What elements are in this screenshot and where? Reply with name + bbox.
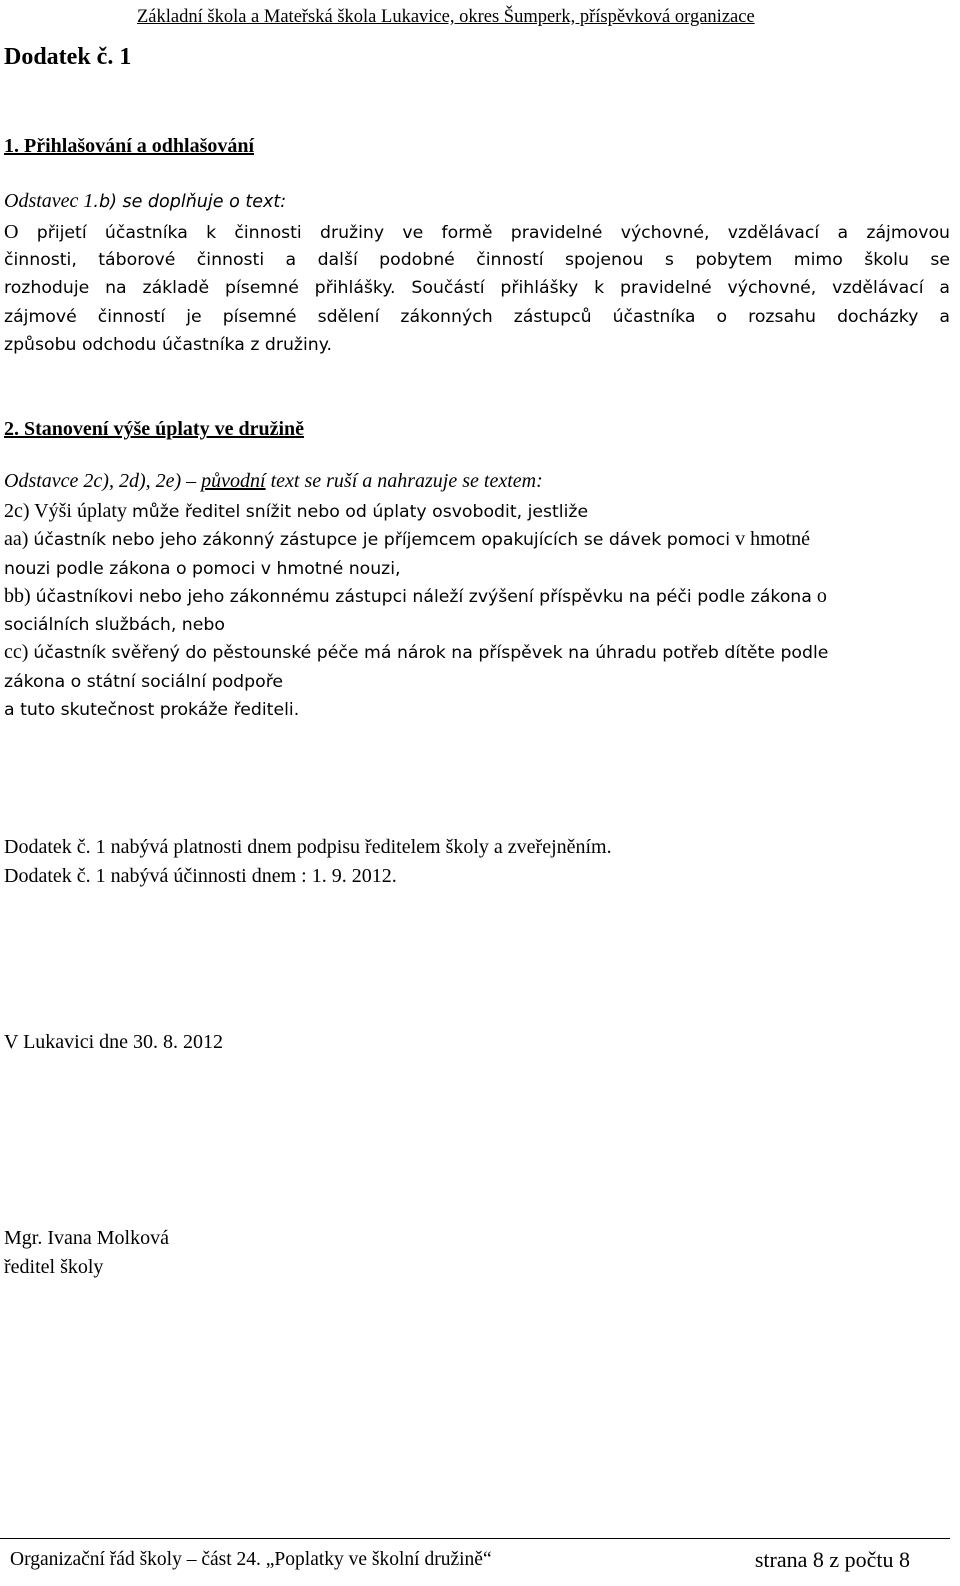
item-aa-c: v hmotné [730,528,811,550]
page-footer [0,1538,950,1582]
item-bb-line2 [4,613,225,636]
signature-role: ředitel školy [4,1256,104,1278]
item-aa-b: účastník nebo jeho zákonný zástupce je příjemcem opakujících se dávek pomoci [33,530,731,550]
section2-intro-b: původní [201,470,266,492]
header-organization: Základní škola a Mateřská škola Lukavice, okres Šumperk, příspěvková organizace [137,7,755,27]
validity-line-2: Dodatek č. 1 nabývá účinnosti dnem : 1. 9. 2012. [4,865,397,887]
footer-page-number: strana 8 z počtu 8 [754,1547,910,1572]
item-bb-a: bb) [4,585,36,607]
item-cc-line2 [4,670,283,693]
item-aa-a: aa) [4,528,34,550]
validity-line-1: Dodatek č. 1 nabývá platnosti dnem podpisu ředitelem školy a zveřejněním. [4,836,612,858]
item-bb-b: účastníkovi nebo jeho zákonnému zástupci náleží zvýšení příspěvku na péči podle zákona [35,587,812,607]
section1-line-4: zájmové činností je písemné sdělení zákonných zástupců účastníka o rozsahu docházky a [4,307,950,327]
item-bb-c: o [811,585,827,607]
section1-line-3: rozhoduje na základě písemné přihlášky. Součástí přihlášky k pravidelné výchovné, vzdělávací a [4,278,950,298]
section2-intro [4,470,543,493]
paragraph-2c-a: 2c) Výši úplaty [4,500,132,522]
section1-heading: 1. Přihlašování a odhlašování [4,135,255,157]
item-cc [4,641,828,664]
section1-line-1: O přijetí účastníka k činnosti družiny ve formě pravidelné výchovné, vzdělávací a zájmovou [4,221,950,243]
item-cc-line3-text: a tuto skutečnost prokáže řediteli. [4,700,300,720]
paragraph-2c [4,500,588,523]
item-bb-line2-text: sociálních službách, nebo [4,615,225,635]
section2-intro-c: text se ruší a nahrazuje se textem: [265,470,543,492]
place-date: V Lukavici dne 30. 8. 2012 [4,1031,224,1053]
section1-line-2: činnosti, táborové činnosti a další podobné činností spojenou s pobytem mimo školu se [4,250,950,270]
document-title: Dodatek č. 1 [4,44,132,70]
section1-intro [4,190,286,213]
signature-name: Mgr. Ivana Molková [4,1227,169,1249]
section1-intro-prefix: Odstavec 1 [4,190,94,212]
item-aa-line2-text: nouzi podle zákona o pomoci v hmotné nouzi, [4,559,401,579]
item-bb [4,585,827,608]
section1-line-5: způsobu odchodu účastníka z družiny. [4,335,333,355]
item-aa-line2 [4,557,401,580]
item-cc-line3 [4,698,299,721]
item-cc-b: účastník svěřený do pěstounské péče má nárok na příspěvek na úhradu potřeb dítěte podle [33,643,829,663]
section2-heading: 2. Stanovení výše úplaty ve družině [4,418,305,440]
item-cc-line2-text: zákona o státní sociální podpoře [4,672,284,692]
section1-line-1-text: přijetí účastníka k činnosti družiny ve formě pravidelné výchovné, vzdělávací a zájmovou [18,223,950,243]
section1-intro-rest: .b) se doplňuje o text: [93,192,287,212]
item-aa [4,528,810,551]
footer-document-reference: Organizační řád školy – část 24. „Poplatky ve školní družině“ [10,1549,492,1570]
paragraph-2c-b: může ředitel snížit nebo od úplaty osvobodit, jestliže [131,502,589,522]
section2-intro-a: Odstavce 2c), 2d), 2e) – [4,470,202,492]
item-cc-a: cc) [4,641,34,663]
